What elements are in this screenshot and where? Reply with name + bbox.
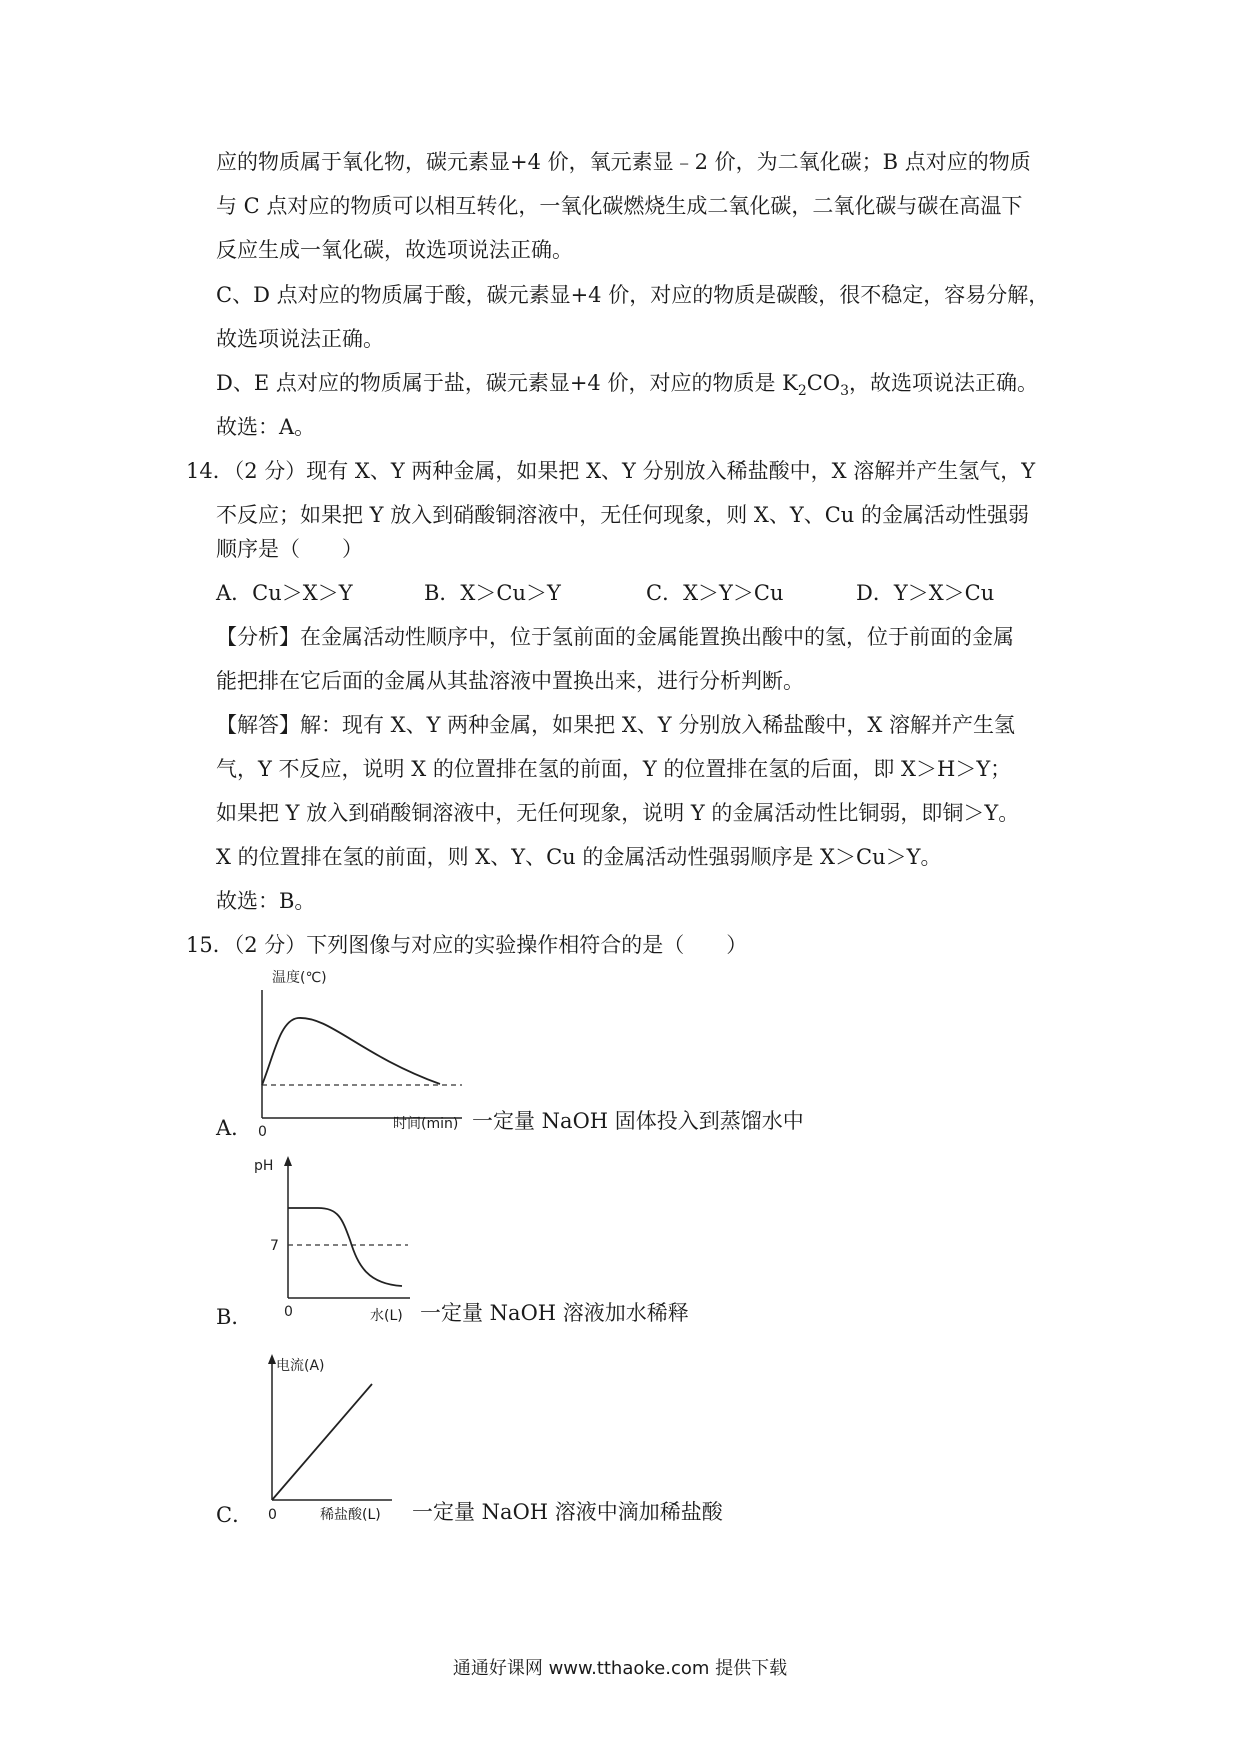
text-line: 不反应；如果把 Y 放入到硝酸铜溶液中，无任何现象，则 X、Y、Cu 的金属活动性强弱 <box>216 503 1029 527</box>
chart-a-ylabel: 温度(℃) <box>272 970 327 986</box>
chart-b <box>250 1148 430 1318</box>
chart-c-letter: C． <box>216 1503 254 1527</box>
option-b: B．X＞Cu＞Y <box>424 581 561 605</box>
chart-c-ylabel: 电流(A) <box>276 1358 325 1374</box>
text-line: C、D 点对应的物质属于酸，碳元素显+4 价，对应的物质是碳酸，很不稳定，容易分解， <box>216 283 1050 307</box>
text-line: 顺序是（ ） <box>216 537 363 561</box>
chart-a-letter: A． <box>216 1116 253 1140</box>
chart-b-caption: 一定量 NaOH 溶液加水稀释 <box>420 1301 689 1325</box>
chart-b-ylabel: pH <box>254 1158 274 1174</box>
chart-a-caption: 一定量 NaOH 固体投入到蒸馏水中 <box>472 1109 804 1133</box>
formula-k2co3: $_2CO_3$，故选项说法正确。 <box>797 371 1038 400</box>
text-line: 能把排在它后面的金属从其盐溶液中置换出来，进行分析判断。 <box>216 669 804 693</box>
text-line: 反应生成一氧化碳，故选项说法正确。 <box>216 238 573 262</box>
text-line: 如果把 Y 放入到硝酸铜溶液中，无任何现象，说明 Y 的金属活动性比铜弱，即铜＞Y。 <box>216 801 1020 825</box>
text-line: 故选：A。 <box>216 415 316 439</box>
footer: 通通好课网 www.tthaoke.com 提供下载 <box>452 1658 788 1679</box>
chart-b-xlabel: 水(L) <box>370 1308 403 1324</box>
text-line: X 的位置排在氢的前面，则 X、Y、Cu 的金属活动性强弱顺序是 X＞Cu＞Y。 <box>216 845 942 869</box>
option-a: A．Cu＞X＞Y <box>216 581 353 605</box>
analysis: 【分析】在金属活动性顺序中，位于氢前面的金属能置换出酸中的氢，位于前面的金属 <box>216 625 1014 649</box>
chart-c-caption: 一定量 NaOH 溶液中滴加稀盐酸 <box>412 1500 723 1524</box>
chart-a-xlabel: 时间(min) <box>393 1116 459 1132</box>
text-line: 故选：B。 <box>216 889 316 913</box>
chart-a-curve <box>262 1018 440 1085</box>
text-line: 与 C 点对应的物质可以相互转化，一氧化碳燃烧生成二氧化碳，二氧化碳与碳在高温下 <box>216 194 1023 218</box>
text-line <box>216 368 1038 406</box>
question-15: 15．（2 分）下列图像与对应的实验操作相符合的是（ ） <box>186 933 748 957</box>
chart-b-letter: B． <box>216 1305 253 1329</box>
chart-b-curve <box>288 1208 402 1286</box>
chart-b-y-arrow <box>284 1156 292 1166</box>
chart-c-line <box>272 1384 372 1500</box>
question-14: 14．（2 分）现有 X、Y 两种金属，如果把 X、Y 分别放入稀盐酸中，X 溶解并产生氢气，Y <box>186 459 1036 483</box>
text-line: 故选项说法正确。 <box>216 327 384 351</box>
option-c: C．X＞Y＞Cu <box>646 581 784 605</box>
answer: 【解答】解：现有 X、Y 两种金属，如果把 X、Y 分别放入稀盐酸中，X 溶解并产生氢 <box>216 713 1015 737</box>
chart-c-y-arrow <box>268 1354 276 1364</box>
chart-b-ytick: 7 <box>270 1238 279 1254</box>
option-d: D．Y＞X＞Cu <box>856 581 995 605</box>
chart-a-origin: 0 <box>258 1124 267 1140</box>
chart-c-origin: 0 <box>268 1507 277 1523</box>
text-line: 气，Y 不反应，说明 X 的位置排在氢的前面，Y 的位置排在氢的后面，即 X＞H＞Y； <box>216 757 1012 781</box>
chart-b-origin: 0 <box>284 1304 293 1318</box>
chart-c-xlabel: 稀盐酸(L) <box>320 1507 381 1523</box>
text-line-d: D、E 点对应的物质属于盐，碳元素显+4 价，对应的物质是 K <box>216 371 798 395</box>
chart-c <box>262 1348 402 1508</box>
text-line: 应的物质属于氧化物，碳元素显+4 价，氧元素显﹣2 价，为二氧化碳；B 点对应的物质 <box>216 150 1031 174</box>
